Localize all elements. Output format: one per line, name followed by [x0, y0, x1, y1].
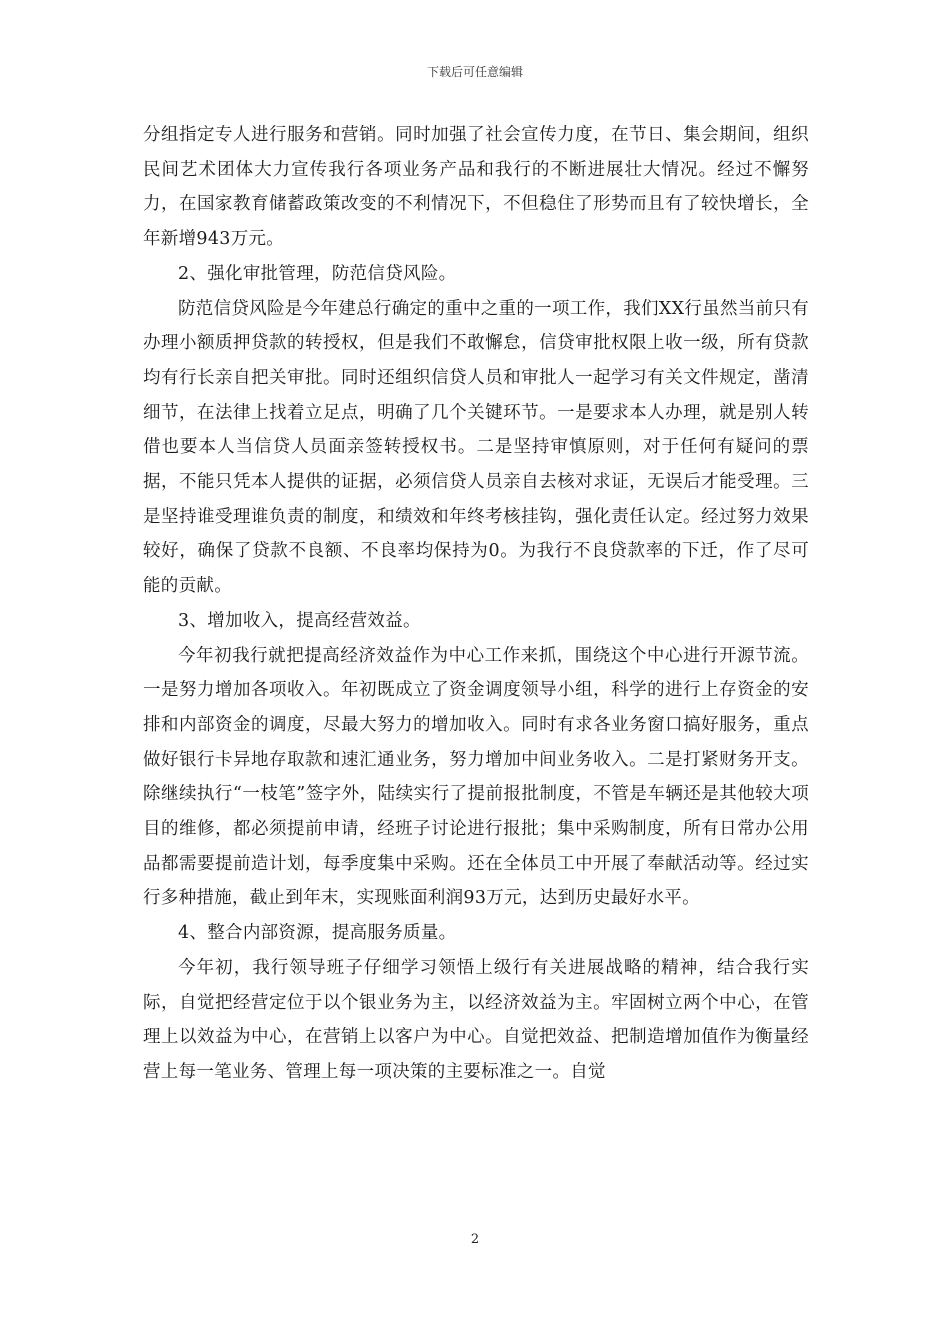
page-number: 2	[470, 1232, 480, 1247]
page-header: 下载后可任意编辑	[426, 65, 523, 79]
paragraph-credit-risk: 防范信贷风险是今年建总行确定的重中之重的一项工作，我们XX行虽然当前只有办理小额质押贷款的转授权，但是我们不敢懈怠，信贷审批权限上收一级，所有贷款均有行长亲自把关审批。同时还组织信贷人员和审批人一起学习有关文件规定，凿清细节，在法律上找着立足点，明确了几个关键环节。一是要求本人办理，就是别人转借也要本人当信贷人员面亲签转授权书。二是坚持审慎原则，对于任何有疑问的票据，不能只凭本人提供的证据，必须信贷人员亲自去核对求证，无误后才能受理。三是坚持谁受理谁负责的制度，和绩效和年终考核挂钩，强化责任认定。经过努力效果较好，确保了贷款不良额、不良率均保持为0。为我行不良贷款率的下迁，作了尽可能的贡献。	[143, 298, 809, 597]
paragraph-revenue: 今年初我行就把提高经济效益作为中心工作来抓，围绕这个中心进行开源节流。一是努力增加各项收入。年初既成立了资金调度领导小组，科学的进行上存资金的安排和内部资金的调度，尽最大努力的增加收入。同时有求各业务窗口搞好服务，重点做好银行卡异地存取款和速汇通业务，努力增加中间业务收入。二是打紧财务开支。除继续执行“一枝笔”签字外，陆续实行了提前报批制度，不管是车辆还是其他较大项目的维修，都必须提前申请，经班子讨论进行报批；集中采购制度，所有日常办公用品都需要提前造计划，每季度集中采购。还在全体员工中开展了奉献活动等。经过实行多种措施，截止到年末，实现账面利润93万元，达到历史最好水平。	[143, 645, 809, 909]
paragraph-continued: 分组指定专人进行服务和营销。同时加强了社会宣传力度，在节日、集会期间，组织民间艺术团体大力宣传我行各项业务产品和我行的不断进展壮大情况。经过不懈努力，在国家教育储蓄政策改变的不利情况下，不但稳住了形势而且有了较快增长，全年新增943万元。	[143, 125, 809, 250]
paragraph-resources: 今年初，我行领导班子仔细学习领悟上级行有关进展战略的精神，结合我行实际，自觉把经营定位于以个银业务为主，以经济效益为主。牢固树立两个中心，在管理上以效益为中心，在营销上以客户为中心。自觉把效益、把制造增加值作为衡量经营上每一笔业务、管理上每一项决策的主要标准之一。自觉	[143, 957, 809, 1082]
section-heading-3: 3、增加收入，提高经营效益。	[178, 610, 421, 631]
section-heading-2: 2、强化审批管理，防范信贷风险。	[178, 263, 457, 284]
section-heading-4: 4、整合内部资源，提高服务质量。	[178, 923, 457, 944]
document-body	[143, 118, 809, 1090]
